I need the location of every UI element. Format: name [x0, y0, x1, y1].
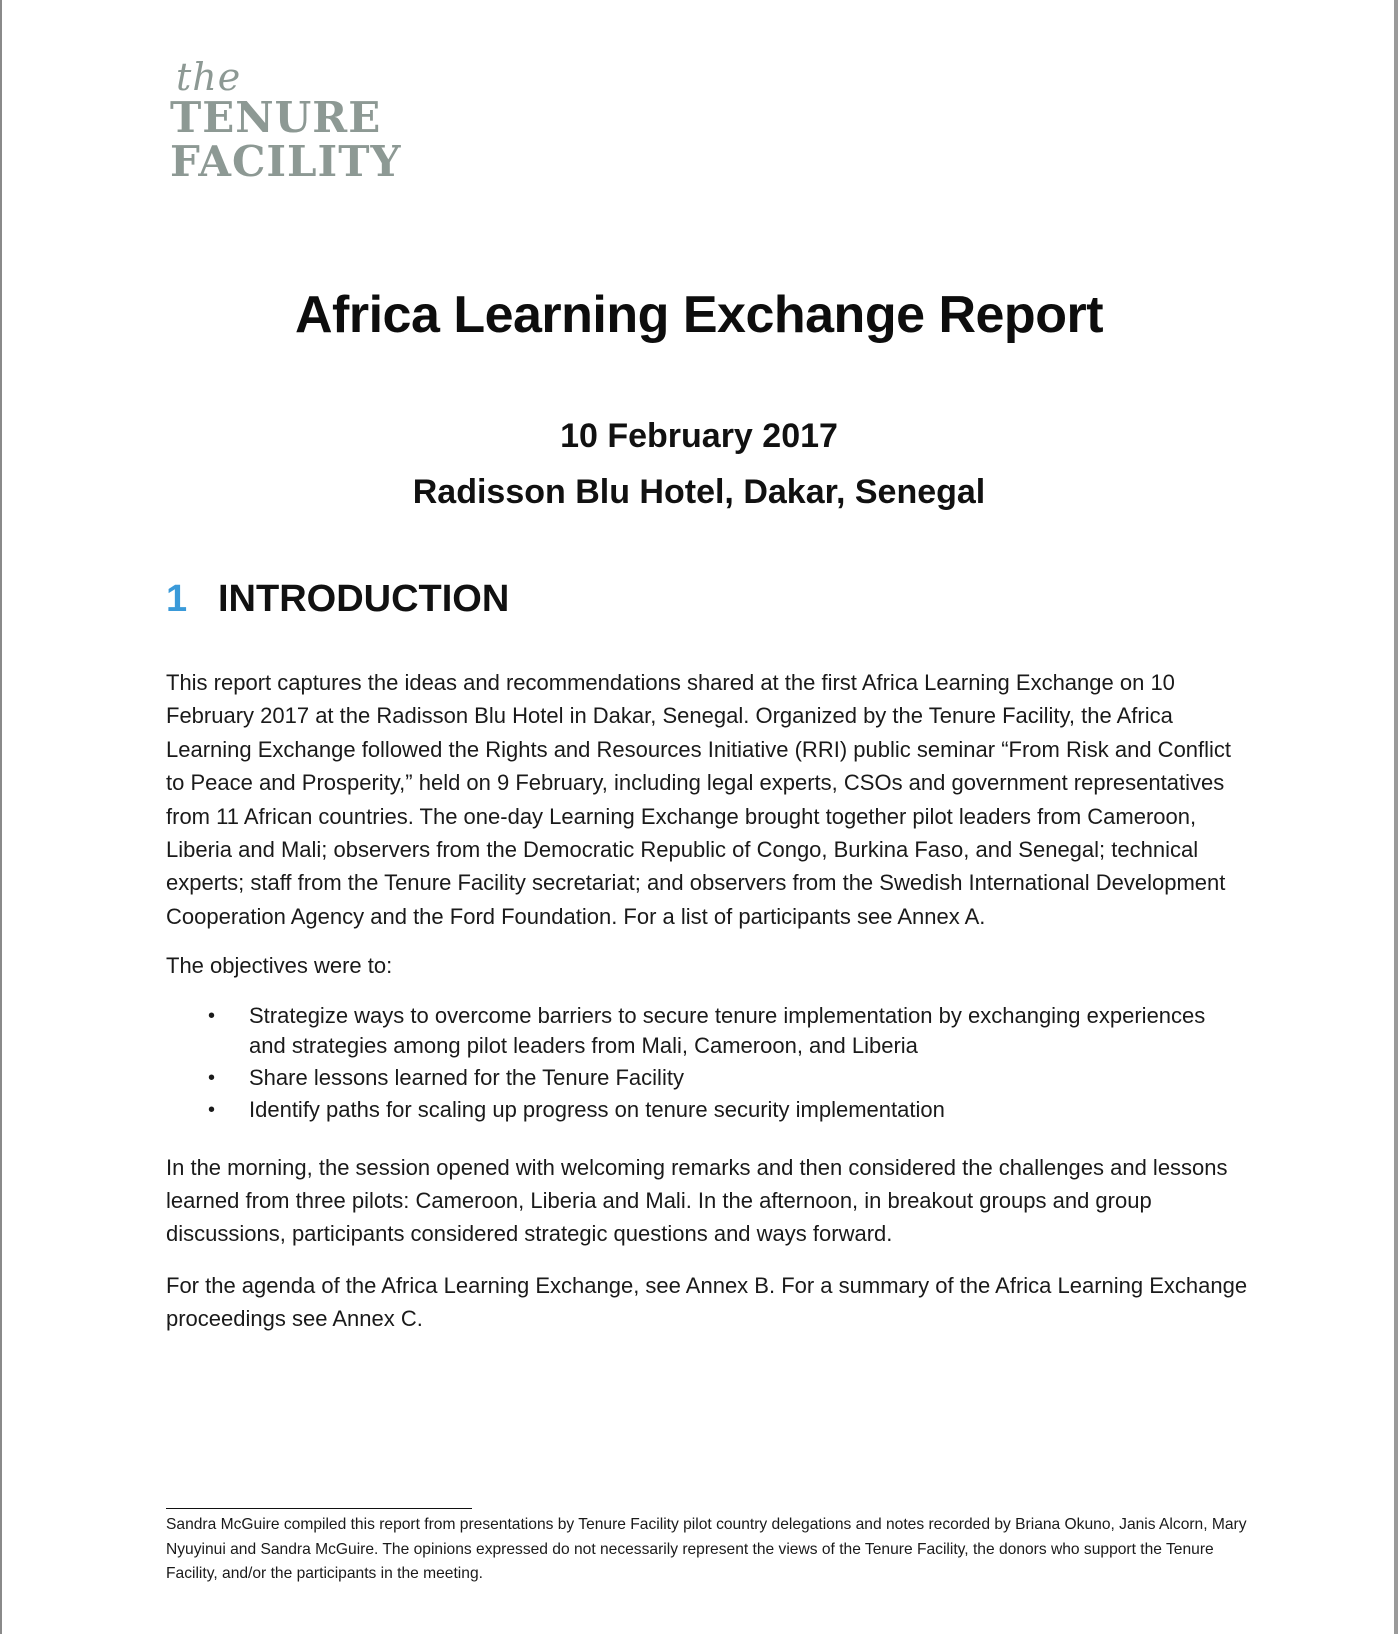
footnote: Sandra McGuire compiled this report from presentations by Tenure Facility pilot country delegations and notes recorded by Briana Okuno, Janis Alcorn, Mary Nyuyinui and Sandra McGuire. The opinions expressed do not necessarily represent the views of the Tenure Facility, the donors who support the Tenure Facility, and/or the participants in the meeting.: [166, 1516, 1247, 1582]
objective-item: • Identify paths for scaling up progress on tenure security implementation: [249, 1095, 1248, 1125]
morning-paragraph: In the morning, the session opened with welcoming remarks and then considered the challenges and lessons learned from three pilots: Cameroon, Liberia and Mali. In the afternoon, in breakout groups and group discussions, participants considered strategic questions and ways forward.: [166, 1154, 1228, 1247]
agenda-paragraph: For the agenda of the Africa Learning Exchange, see Annex B. For a summary of the Africa Learning Exchange proceedings see Annex C.: [166, 1272, 1248, 1332]
report-date: 10 February 2017: [560, 417, 838, 455]
section-heading: [166, 578, 509, 621]
objectives-intro: The objectives were to:: [166, 953, 393, 979]
section-number: 1: [166, 578, 188, 620]
report-title: Africa Learning Exchange Report: [294, 286, 1104, 344]
intro-paragraph: This report captures the ideas and recommendations shared at the first Africa Learning Exchange on 10 February 2017 at the Radisson Blu Hotel in Dakar, Senegal. Organized by the Tenure Facility, the Africa Learning Exchange followed the Rights and Resources Initiative (RRI) public seminar “From Risk and Conflict to Peace and Prosperity,” held on 9 February, including legal experts, CSOs and government representatives from 11 African countries. The one-day Learning Exchange brought together pilot leaders from Cameroon, Liberia and Mali; observers from the Democratic Republic of Congo, Burkina Faso, and Senegal; technical experts; staff from the Tenure Facility secretariat; and observers from the Swedish International Development Cooperation Agency and the Ford Foundation. For a list of participants see Annex A.: [166, 670, 1232, 929]
report-subtitle: [0, 408, 1398, 520]
logo-tenure: TENURE: [170, 93, 382, 142]
objectives-list: [166, 1001, 1248, 1125]
section-body: [166, 666, 1248, 1336]
tenure-facility-logo: [170, 55, 402, 186]
page-edge-left: [0, 0, 2, 1634]
report-venue: Radisson Blu Hotel, Dakar, Senegal: [412, 473, 986, 511]
objective-item: • Strategize ways to overcome barriers to secure tenure implementation by exchanging experiences and strategies among pilot leaders from Mali, Cameroon, and Liberia: [249, 1001, 1248, 1061]
section-title: INTRODUCTION: [218, 578, 510, 620]
footnote-separator: [166, 1508, 472, 1509]
logo-the: the: [176, 55, 242, 99]
logo-facility: FACILITY: [170, 137, 402, 186]
objective-item: • Share lessons learned for the Tenure Facility: [249, 1063, 1248, 1093]
page-edge-right: [1394, 0, 1398, 1634]
